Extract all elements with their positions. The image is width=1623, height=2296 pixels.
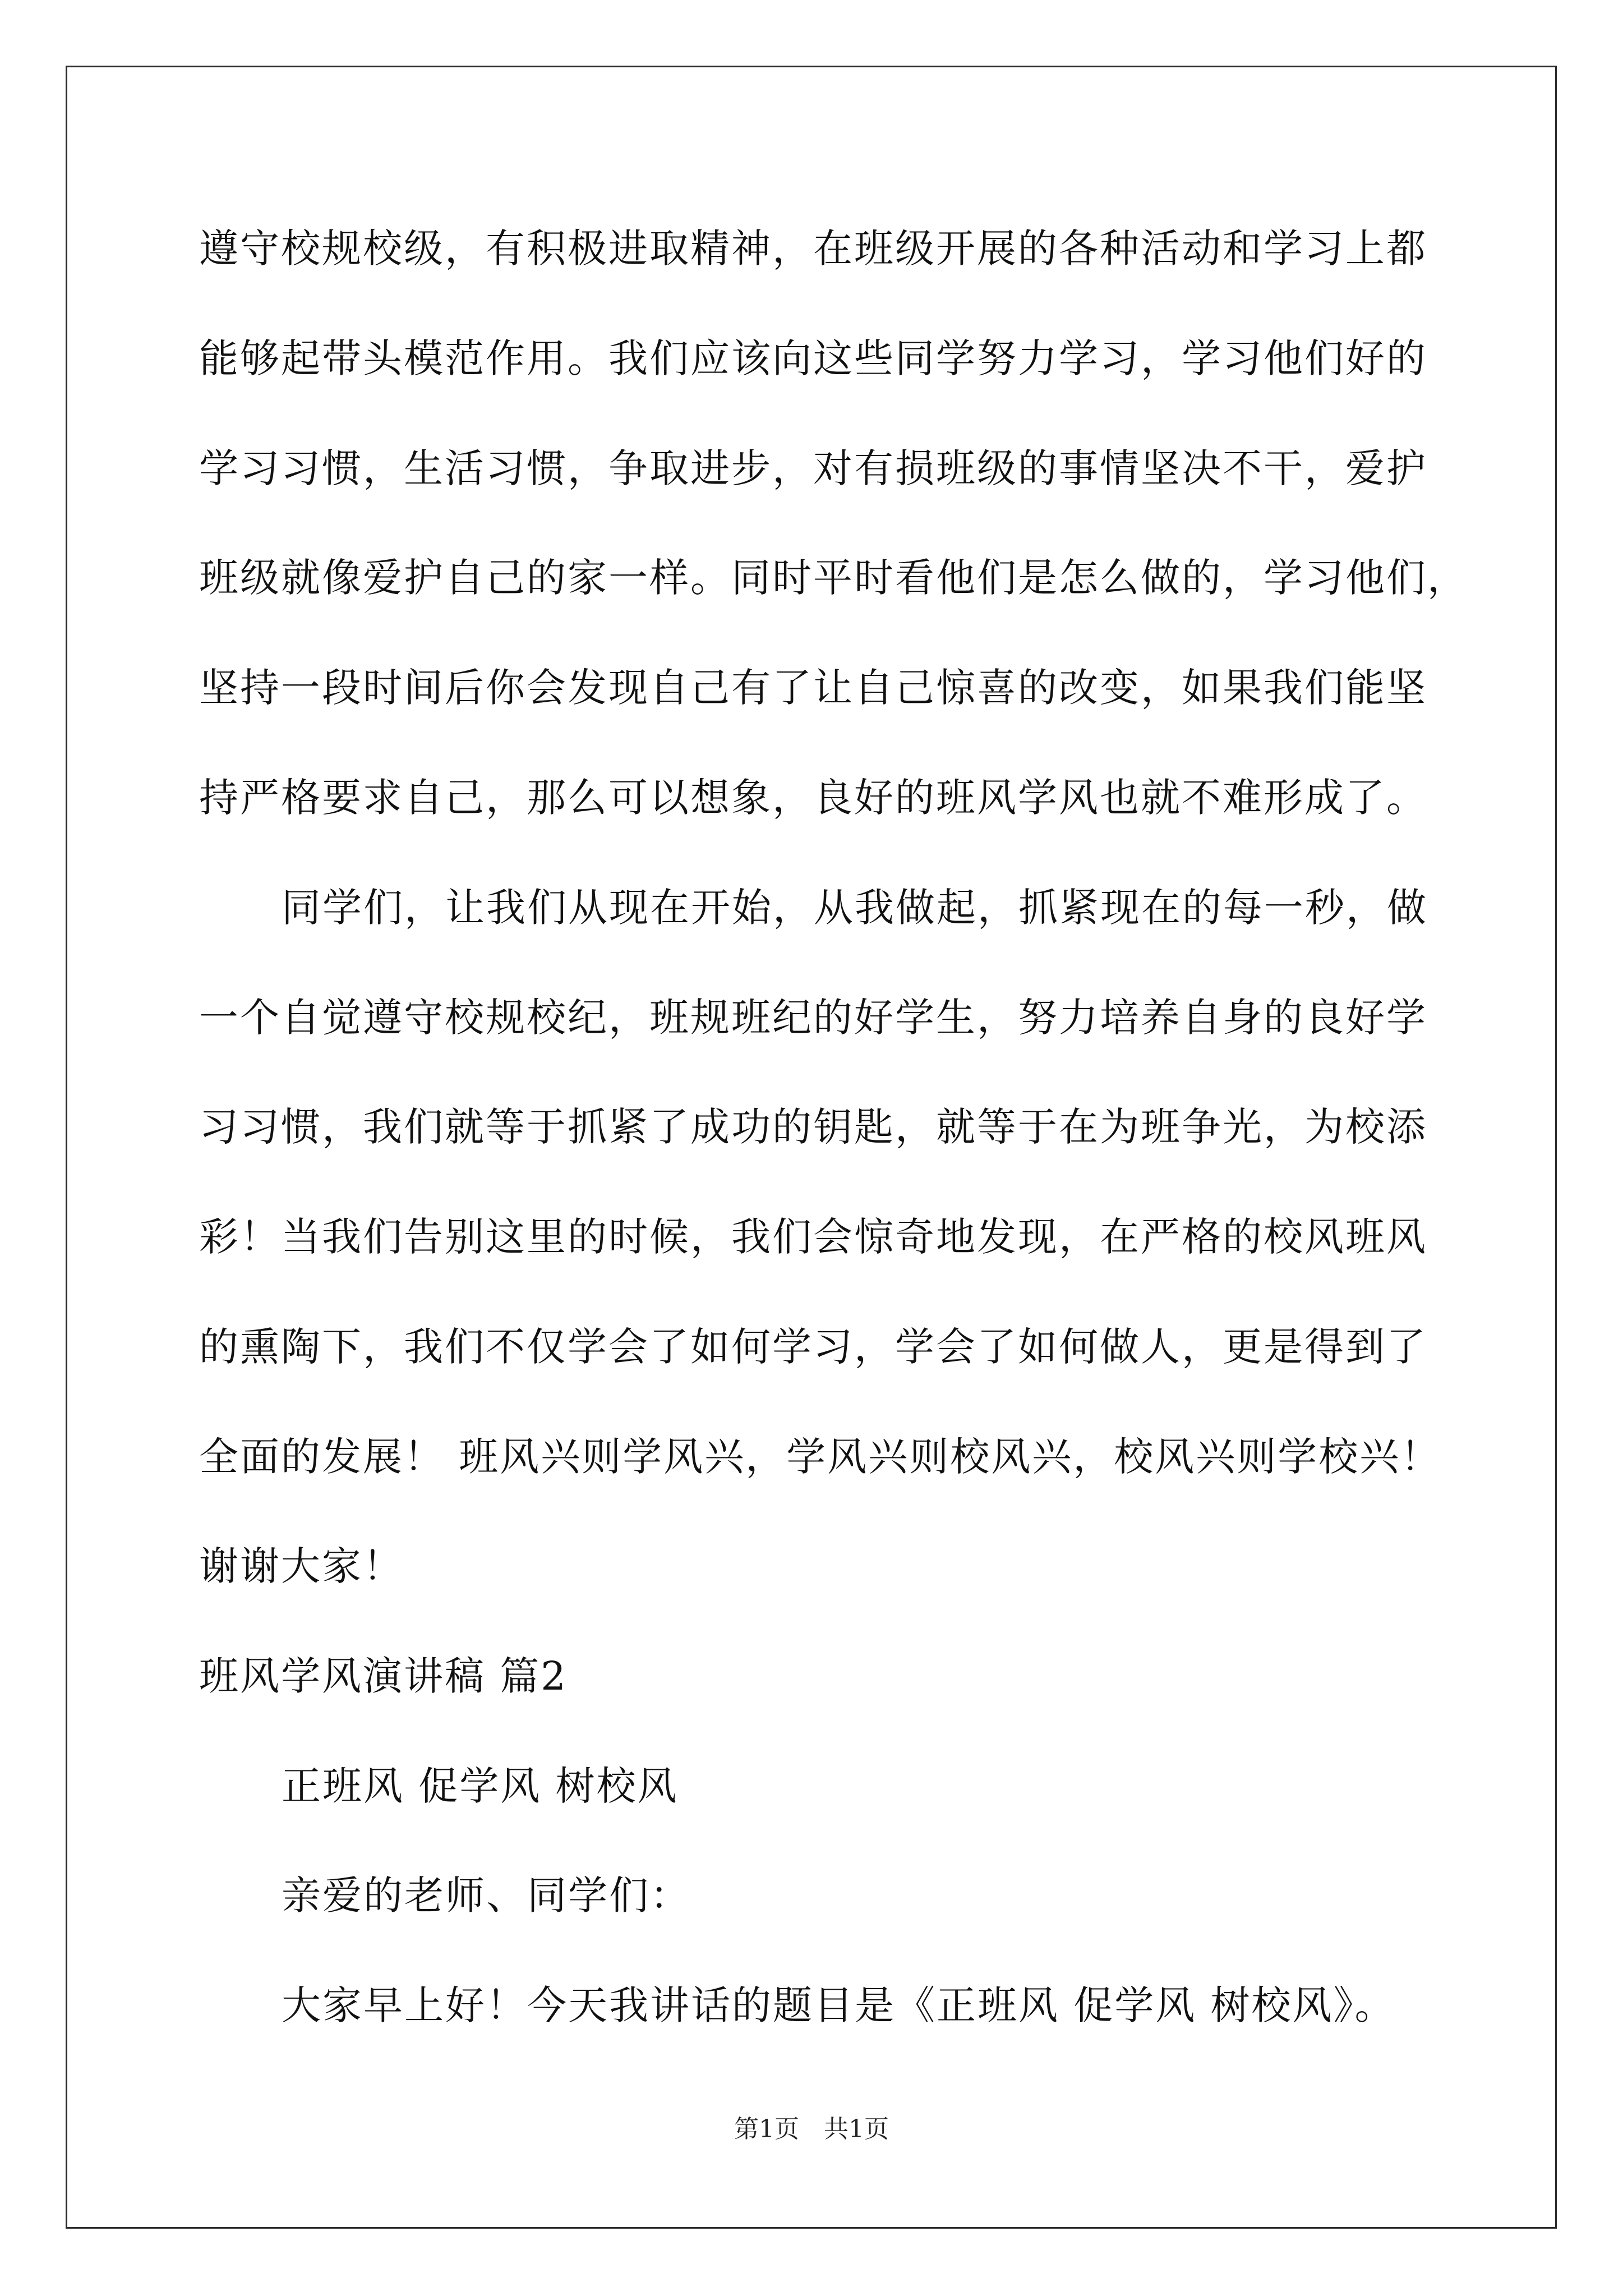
body-text-line: 的熏陶下，我们不仅学会了如何学习，学会了如何做人，更是得到了 [199,1324,1427,1370]
body-text-line: 谢谢大家！ [199,1543,404,1589]
section-heading: 班风学风演讲稿 篇2 [199,1653,568,1699]
body-text-line: 彩！当我们告别这里的时候，我们会惊奇地发现，在严格的校风班风 [199,1214,1427,1260]
body-text-line: 遵守校规校级，有积极进取精神，在班级开展的各种活动和学习上都 [199,226,1427,272]
page-number: 第1页 共1页 [734,2115,889,2143]
opening-line: 大家早上好！今天我讲话的题目是《正班风 促学风 树校风》。 [282,1982,1396,2028]
body-text-line: 持严格要求自己，那么可以想象，良好的班风学风也就不难形成了。 [199,775,1427,821]
salutation: 亲爱的老师、同学们： [282,1872,691,1918]
body-text-line: 同学们，让我们从现在开始，从我做起，抓紧现在的每一秒，做 [282,885,1428,931]
body-text-line: 习习惯，我们就等于抓紧了成功的钥匙，就等于在为班争光，为校添 [199,1104,1427,1150]
body-text-line: 学习习惯，生活习惯，争取进步，对有损班级的事情坚决不干，爱护 [199,445,1427,491]
body-text-line: 能够起带头模范作用。我们应该向这些同学努力学习，学习他们好的 [199,335,1427,381]
body-text-line: 坚持一段时间后你会发现自己有了让自己惊喜的改变，如果我们能坚 [199,665,1427,711]
speech-title: 正班风 促学风 树校风 [282,1763,679,1809]
body-text-line: 一个自觉遵守校规校纪，班规班纪的好学生，努力培养自身的良好学 [199,995,1427,1041]
body-text-line: 全面的发展！ 班风兴则学风兴，学风兴则校风兴，校风兴则学校兴！ [199,1434,1442,1480]
body-text-line: 班级就像爱护自己的家一样。同时平时看他们是怎么做的，学习他们， [199,555,1468,601]
